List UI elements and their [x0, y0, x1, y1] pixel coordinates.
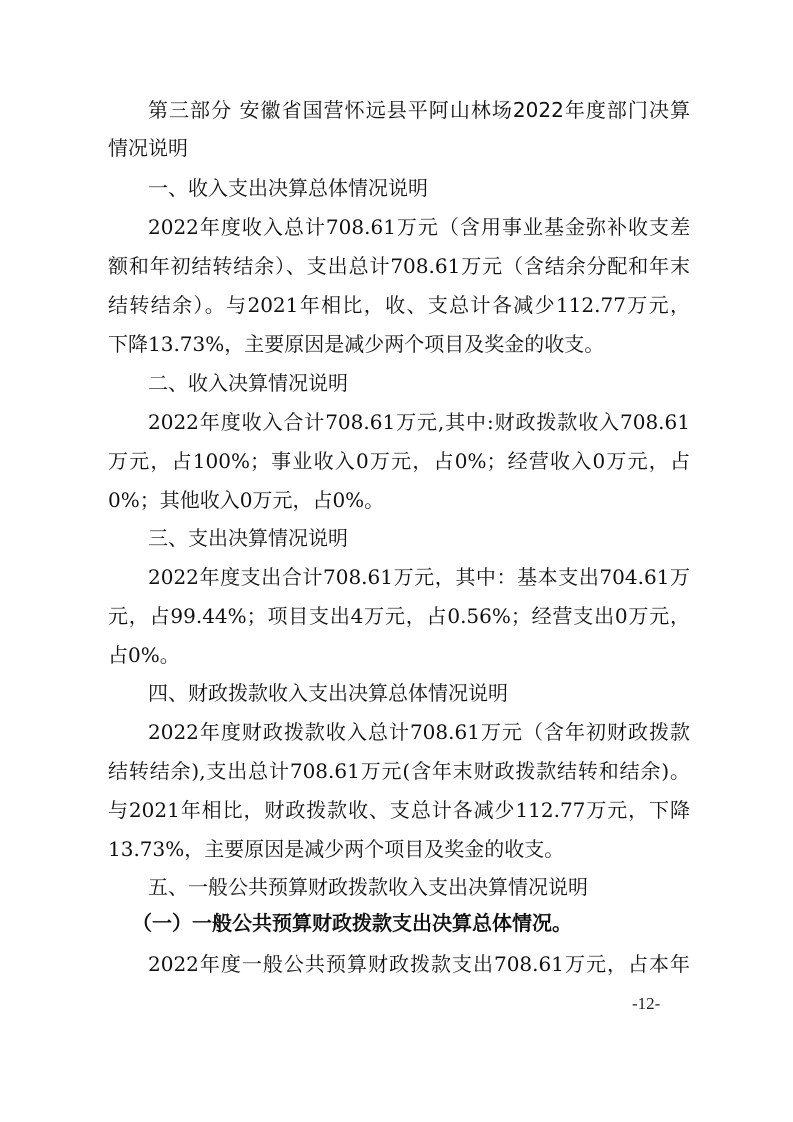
section-4-heading: 四、财政拨款收入支出决算总体情况说明 — [148, 681, 508, 705]
section-4-line-4: 13.73%，主要原因是减少两个项目及奖金的收支。 — [108, 837, 565, 861]
document-title-line-1: 第三部分 安徽省国营怀远县平阿山林场2022年度部门决算 — [148, 98, 690, 122]
section-1-line-2: 额和年初结转结余）、支出总计708.61万元（含结余分配和年末 — [108, 254, 690, 278]
page-number: -12- — [632, 994, 661, 1013]
section-4-line-1: 2022年度财政拨款收入总计708.61万元（含年初财政拨款 — [148, 720, 690, 744]
section-3-line-1: 2022年度支出合计708.61万元，其中：基本支出704.61万 — [148, 565, 690, 589]
section-1-line-1: 2022年度收入总计708.61万元（含用事业基金弥补收支差 — [148, 215, 690, 239]
section-2-heading: 二、收入决算情况说明 — [148, 371, 348, 395]
document-title-line-2: 情况说明 — [108, 136, 188, 160]
section-1-line-3: 结转结余）。与2021年相比，收、支总计各减少112.77万元， — [108, 293, 690, 317]
section-2-line-2: 万元，占100%；事业收入0万元，占0%；经营收入0万元，占 — [108, 449, 690, 473]
section-2-line-3: 0%；其他收入0万元，占0%。 — [108, 488, 385, 512]
section-4-line-3: 与2021年相比，财政拨款收、支总计各减少112.77万元，下降 — [108, 798, 690, 822]
section-5-line-1: 2022年度一般公共预算财政拨款支出708.61万元，占本年 — [148, 952, 690, 976]
section-1-heading: 一、收入支出决算总体情况说明 — [148, 176, 428, 200]
section-2-line-1: 2022年度收入合计708.61万元,其中:财政拨款收入708.61 — [148, 410, 690, 434]
section-5-subheading: （一）一般公共预算财政拨款支出决算总体情况。 — [132, 911, 572, 935]
section-1-line-4: 下降13.73%，主要原因是减少两个项目及奖金的收支。 — [108, 332, 605, 356]
section-3-line-2: 元，占99.44%；项目支出4万元，占0.56%；经营支出0万元， — [108, 604, 690, 628]
section-3-line-3: 占0%。 — [108, 643, 180, 667]
section-4-line-2: 结转结余),支出总计708.61万元(含年末财政拨款结转和结余)。 — [108, 759, 690, 783]
section-3-heading: 三、支出决算情况说明 — [148, 526, 348, 550]
section-5-heading: 五、一般公共预算财政拨款收入支出决算情况说明 — [148, 875, 588, 899]
